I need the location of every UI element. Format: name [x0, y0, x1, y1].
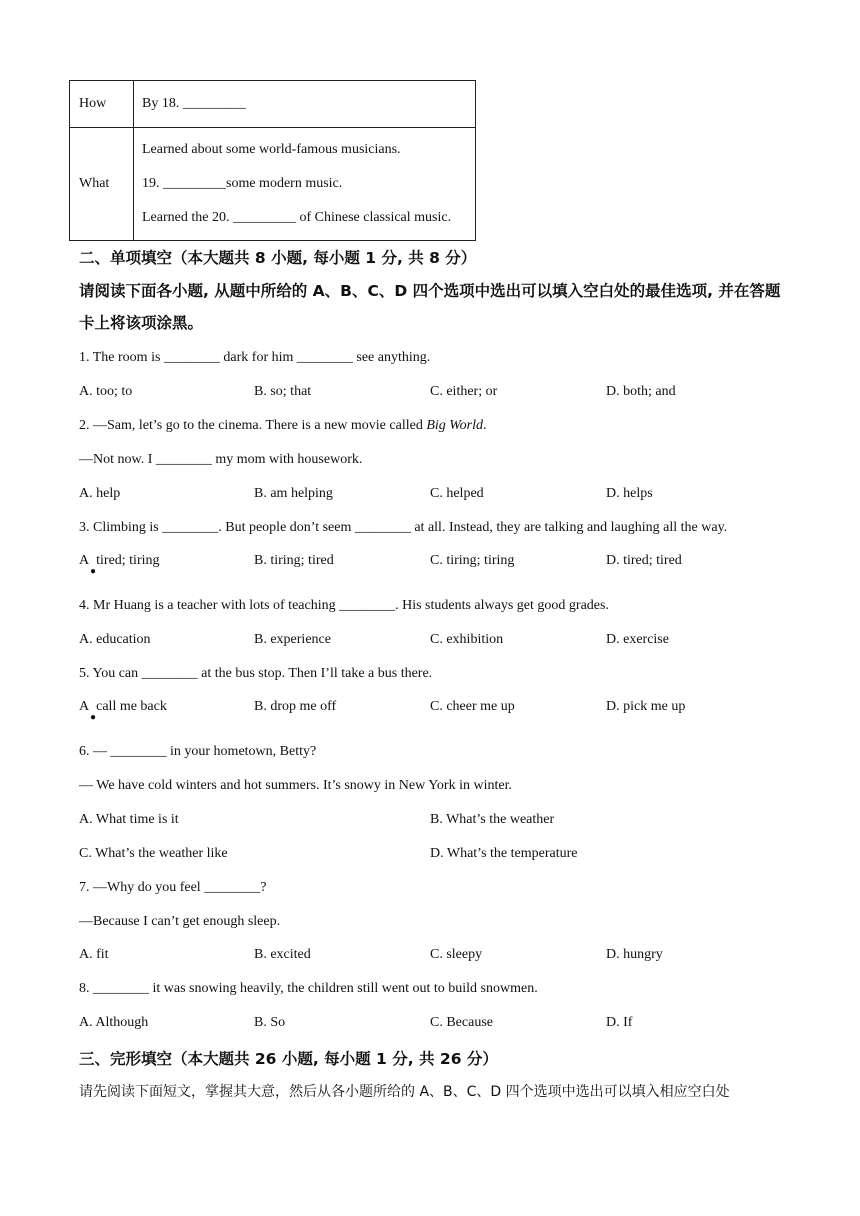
row-value — [134, 128, 476, 241]
question-7-options — [79, 947, 799, 969]
option-c[interactable]: C. Because — [430, 1015, 493, 1030]
option-c[interactable]: C. sleepy — [430, 947, 483, 962]
option-b[interactable]: B. excited — [254, 947, 311, 962]
option-b[interactable]: B. tiring; tired — [254, 553, 334, 568]
question-2-stem — [79, 418, 486, 434]
question-1-stem: 1. The room is ________ dark for him ________ see anything. — [79, 350, 431, 365]
option-c[interactable]: C. either; or — [430, 384, 498, 399]
question-8-options — [79, 1015, 799, 1037]
question-7-reply: —Because I can’t get enough sleep. — [79, 914, 281, 929]
option-a[interactable]: A. help — [79, 486, 121, 501]
question-6-stem: 6. — ________ in your hometown, Betty? — [79, 744, 317, 759]
section3-instruction: 请先阅读下面短文，掌握其大意，然后从各小题所给的 A、B、C、D 四个选项中选出可以填入相应空白处 — [79, 1084, 730, 1100]
option-a[interactable]: A. too; to — [79, 384, 133, 399]
table-row — [70, 128, 476, 241]
option-a[interactable]: A. What time is it — [79, 812, 179, 827]
option-d[interactable]: D. hungry — [606, 947, 663, 962]
section2-instruction: 请阅读下面各小题, 从题中所给的 A、B、C、D 四个选项中选出可以填入空白处的最佳选项, 并在答题卡上将该项涂黑。 — [79, 282, 781, 332]
row-label: What — [70, 128, 134, 241]
question-2-period: . — [482, 418, 487, 433]
question-6-reply: — We have cold winters and hot summers. It’s snowy in New York in winter. — [79, 778, 512, 793]
question-4-stem: 4. Mr Huang is a teacher with lots of teaching ________. His students always get good grades. — [79, 598, 609, 613]
option-b[interactable]: B. am helping — [254, 486, 333, 501]
question-1-options — [79, 384, 799, 406]
option-c[interactable]: C. helped — [430, 486, 484, 501]
option-a-letter: A — [79, 699, 90, 714]
section2-heading: 二、单项填空（本大题共 8 小题, 每小题 1 分, 共 8 分） — [79, 249, 477, 267]
row-label: How — [70, 81, 134, 128]
option-d[interactable]: D. tired; tired — [606, 553, 682, 568]
option-d[interactable]: D. exercise — [606, 632, 669, 647]
option-a[interactable] — [79, 699, 167, 723]
option-a[interactable]: A. fit — [79, 947, 109, 962]
question-4-options — [79, 632, 799, 654]
question-5-stem: 5. You can ________ at the bus stop. Then I’ll take a bus there. — [79, 666, 433, 681]
question-2-reply: —Not now. I ________ my mom with housework. — [79, 452, 363, 467]
row-value-line: By 18. _________ — [142, 96, 246, 111]
question-5-options — [79, 699, 799, 721]
summary-table — [69, 80, 476, 241]
section3-heading: 三、完形填空（本大题共 26 小题, 每小题 1 分, 共 26 分） — [79, 1050, 498, 1068]
table-row — [70, 81, 476, 128]
dot-mark: ● — [90, 566, 97, 577]
option-d[interactable]: D. If — [606, 1015, 633, 1030]
question-6-options-row1 — [79, 812, 799, 834]
option-a-letter: A — [79, 553, 90, 568]
option-d[interactable]: D. pick me up — [606, 699, 686, 714]
option-d[interactable]: D. What’s the temperature — [430, 846, 578, 861]
option-b[interactable]: B. What’s the weather — [430, 812, 555, 827]
option-b[interactable]: B. So — [254, 1015, 286, 1030]
question-7-stem: 7. —Why do you feel ________? — [79, 880, 267, 895]
option-a[interactable]: A. Although — [79, 1015, 149, 1030]
row-value-line: 19. _________some modern music. — [142, 176, 343, 191]
question-2-options — [79, 486, 799, 508]
question-8-stem: 8. ________ it was snowing heavily, the children still went out to build snowmen. — [79, 981, 538, 996]
option-d[interactable]: D. both; and — [606, 384, 676, 399]
option-a[interactable]: A. education — [79, 632, 151, 647]
option-d[interactable]: D. helps — [606, 486, 653, 501]
row-value-line: Learned about some world-famous musicians. — [142, 142, 401, 157]
option-a-text: tired; tiring — [96, 553, 160, 568]
option-a-text: call me back — [96, 699, 167, 714]
question-6-options-row2 — [79, 846, 799, 868]
option-a[interactable] — [79, 553, 160, 577]
dot-mark: ● — [90, 712, 97, 723]
option-c[interactable]: C. cheer me up — [430, 699, 515, 714]
option-b[interactable]: B. experience — [254, 632, 331, 647]
option-c[interactable]: C. exhibition — [430, 632, 504, 647]
question-3-options — [79, 553, 799, 575]
question-3-stem: 3. Climbing is ________. But people don’t seem ________ at all. Instead, they are talking and laughing all the way. — [79, 520, 728, 535]
option-c[interactable]: C. What’s the weather like — [79, 846, 228, 861]
option-c[interactable]: C. tiring; tiring — [430, 553, 515, 568]
row-value — [134, 81, 476, 128]
option-b[interactable]: B. drop me off — [254, 699, 337, 714]
question-2-text: 2. —Sam, let’s go to the cinema. There is a new movie called — [79, 418, 427, 433]
movie-title: Big World — [426, 418, 483, 433]
row-value-line: Learned the 20. _________ of Chinese classical music. — [142, 210, 452, 225]
option-b[interactable]: B. so; that — [254, 384, 312, 399]
